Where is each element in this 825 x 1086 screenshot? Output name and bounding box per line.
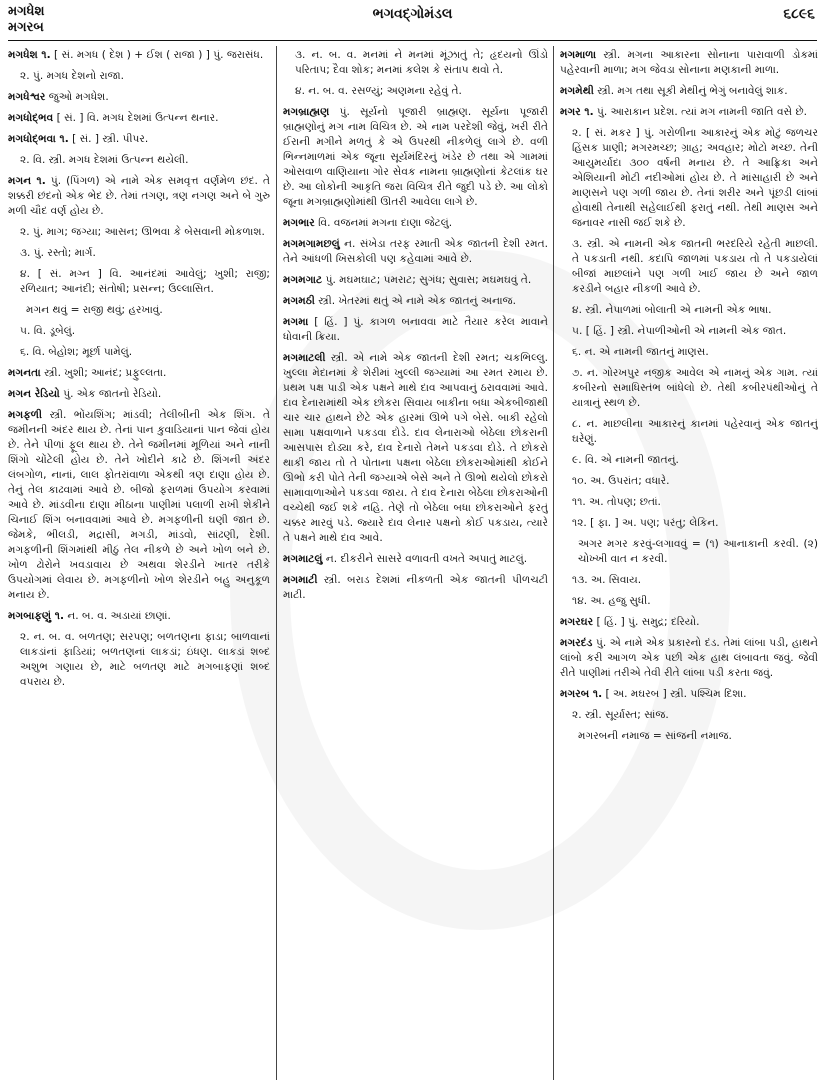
definition-text: ૩. પું. રસ્તો; માર્ગ. <box>20 247 96 259</box>
column-divider <box>276 46 277 1080</box>
dictionary-entry <box>8 345 270 360</box>
dictionary-entry <box>8 267 270 297</box>
headword: મગમગાટ <box>283 274 323 286</box>
dictionary-entry <box>560 105 818 120</box>
dictionary-entry <box>8 111 270 126</box>
definition-text: પું. (પિંગળ) એ નામે એક સમવૃત્ત વર્ણમેળ છંદ. તે શક્કરી છંદનો એક ભેદ છે. તેમાં તગણ, ત્રણ નગણ અને બે ગુરુ મળી ચૌદ વર્ણ હોય છે. <box>8 175 270 217</box>
headword: મગધોદ્ભવા ૧. <box>8 133 69 145</box>
dictionary-entry <box>560 126 818 231</box>
dictionary-entry <box>283 216 548 231</box>
dictionary-entry <box>560 474 818 489</box>
definition-text: સ્ત્રી. ખેતરમાં થતું એ નામે એક જાતનું અનાજ. <box>318 295 516 307</box>
definition-text: ૧૧. અ. તોપણ; છતાં. <box>572 496 661 508</box>
definition-text: ૨. પું. માગ; જગ્યા; આસન; ઊભવા કે બેસવાની મોકળાશ. <box>20 226 265 238</box>
column-1 <box>8 48 270 1080</box>
definition-text: સ્ત્રી. મગ તથા સૂકી મેથીનું ભેગું બનાવેલું શાક. <box>597 85 788 97</box>
dictionary-entry <box>560 303 818 318</box>
headword: મગમાટલી <box>283 352 326 364</box>
headword: મગન ૧. <box>8 175 46 187</box>
headword: મગબ્રાહ્મણ <box>283 106 330 118</box>
headword: મગમઠી <box>283 295 315 307</box>
headword: મગધેશ્વર <box>8 91 46 103</box>
definition-text: ૧૨. [ ફા. ] અ. પણ; પરંતુ; લેકિન. <box>572 517 719 529</box>
definition-text: ૫. વિ. ડૂબેલું. <box>20 325 76 337</box>
dictionary-entry <box>8 303 270 318</box>
dictionary-entry <box>560 48 818 78</box>
definition-text: પું. એ નામે એક પ્રકારનો દંડ. તેમાં લાંબા પડી, હાથને લાંબો કરી આગળ એક પછી એક હાથ લંબાવતા જવું. જેવી રીતે પાણીમાં તરીએ તેવી રીતે લાંબા પડી કરતા જવું. <box>560 637 818 679</box>
dictionary-entry <box>560 687 818 702</box>
dictionary-entry <box>283 552 548 567</box>
definition-text: ૩. સ્ત્રી. એ નામની એક જાતની ભરદરિયે રહેતી માછલી. તે પકડાતી નથી. કદાપિ જાળમાં પકડાય તો તે પકડાયેલાં બીજાં માછલાંને પણ ગળી ખાઈ જાય છે અને જાળ કરડીને બહાર નીકળી આવે છે. <box>572 238 818 295</box>
definition-text: ૧૪. અ. હજુ સુધી. <box>572 595 651 607</box>
definition-text: જુઓ મગધેશ. <box>48 91 109 103</box>
headword: મગભાર <box>283 217 315 229</box>
headword: મગરબ ૧. <box>560 688 603 700</box>
headword: મગમાટી <box>283 574 318 586</box>
dictionary-entry <box>283 237 548 267</box>
headword: મગર ૧. <box>560 106 594 118</box>
definition-text: ૯. વિ. એ નામની જાતનું. <box>572 454 679 466</box>
headword: મગધેશ ૧. <box>8 49 51 61</box>
definition-text: સ્ત્રી. મગના આકારના સોનાના પારાવાળી ડોકમાં પહેરવાની માળા; મગ જેવડા સોનાના મણકાની માળા. <box>560 49 818 76</box>
dictionary-entry <box>560 345 818 360</box>
definition-text: ૬. વિ. બેહોશ; મૂર્છા પામેલું. <box>20 346 133 358</box>
definition-text: ૮. ન. માછલીના આકારનું કાનમાં પહેરવાનું એક જાતનું ઘરેણું. <box>572 418 818 445</box>
dictionary-entry <box>8 609 270 624</box>
definition-text: મગરબની નમાજ = સાંજની નમાજ. <box>578 730 732 742</box>
first-guide-word: મગધેશ <box>8 4 45 19</box>
dictionary-entry <box>283 84 548 99</box>
header-rule <box>8 40 817 41</box>
definition-text: [ સં. મગધ ( દેશ ) + ઈશ ( રાજા ) ] પું. જરાસંધ. <box>54 49 264 61</box>
definition-text: [ સં. ] સ્ત્રી. પીપર. <box>72 133 149 145</box>
definition-text: ૨. પું. મગધ દેશનો રાજા. <box>20 70 125 82</box>
definition-text: ૨. ન. બ. વ. બળતણ; સરપણ; બળતણના ફાડા; બાળવાનાં લાકડાંનાં ફાડિયાં; બળતણનાં લાકડાં; ઇંધણ. લાકડાં શબ્દ અશુભ ગણાય છે, માટે બળતણ માટે મગબાફણાં શબ્દ વપરાય છે. <box>20 631 270 688</box>
definition-text: પું. સૂર્યનો પૂજારી બ્રાહ્મણ. સૂર્યના પૂજારી બ્રાહ્મણોનું મગ નામ વિચિત્ર છે. એ નામ પરદેશી જેવું, ખરી રીતે ઈરાની મગીને મળતું કે એ ઉપરથી નીકળેલું લાગે છે. વળી ભિન્નમાળમાં એક જૂના સૂર્યમંદિરનું ખંડેર છે તથા એ ગામમાં ઓસવાળ વાણિયાના ગોર સેવક નામના બ્રાહ્મણોનાં કેટલાંક ઘર છે. આ લોકોની આકૃતિ જરા વિચિત્ર રીતે જુદી પડે છે. આ લોકો જૂના મગબ્રાહ્મણોમાંથી ઊતરી આવેલા લાગે છે. <box>283 106 548 208</box>
headword: મગરદંડ <box>560 637 593 649</box>
dictionary-entry <box>8 324 270 339</box>
definition-text: ૪. [ સં. મગ્ન ] વિ. આનંદમાં આવેલું; ખુશી; રાજી; રળિયાત; આનંદી; સંતોષી; પ્રસન્ન; ઉલ્લાસિત. <box>20 268 270 295</box>
definition-text: સ્ત્રી. બરાડ દેશમાં નીકળતી એક જાતની પીળચટી માટી. <box>283 574 548 601</box>
definition-text: ૨. [ સં. મકર ] પું. ગરોળીના આકારનું એક મોટું જળચર હિંસક પ્રાણી; મગરમચ્છ; ગ્રાહ; અવહાર; મોટો મચ્છ. તેની આયુમર્યાદા ૩૦૦ વર્ષની મનાય છે. તે આફ્રિકા અને એશિયાની મોટી નદીઓમાં હોય છે. તે માંસાહારી છે અને માણસને પણ ગળી જાય છે. તેનાં શરીર અને પૂંછડી લાંબાં હોવાથી તેનાથી સહેલાઈથી ફરાતું નથી. તેથી માણસ અને જનાવર નાસી જઈ શકે છે. <box>572 127 818 229</box>
definition-text: ૨. સ્ત્રી. સૂર્યાસ્ત; સાંજ. <box>572 709 669 721</box>
dictionary-entry <box>560 495 818 510</box>
definition-text: ૭. ન. ગોરખપુર નજીક આવેલ એ નામનું એક ગામ. ત્યાં કબીરનો સમાધિસ્તંભ બાંધેલો છે. તેથી કબીરપંથીઓનું તે યાત્રાનું સ્થળ છે. <box>572 367 818 409</box>
column-3 <box>560 48 818 1080</box>
definition-text: [ સં. ] વિ. મગધ દેશમાં ઉત્પન્ન થનાર. <box>56 112 219 124</box>
dictionary-entry <box>8 630 270 690</box>
headword: મગમગામછલું <box>283 238 340 250</box>
definition-text: ૨. વિ. સ્ત્રી. મગધ દેશમાં ઉત્પન્ન થયેલી. <box>20 154 189 166</box>
column-divider <box>553 46 554 1080</box>
dictionary-entry <box>8 48 270 63</box>
dictionary-entry <box>560 453 818 468</box>
dictionary-entry <box>283 273 548 288</box>
headword: મગન રેડિયો <box>8 388 60 400</box>
dictionary-entry <box>283 294 548 309</box>
dictionary-entry <box>283 48 548 78</box>
dictionary-entry <box>560 516 818 531</box>
dictionary-entry <box>8 387 270 402</box>
dictionary-entry <box>8 153 270 168</box>
definition-text: [ અ. મઘરબ ] સ્ત્રી. પશ્ચિમ દિશા. <box>605 688 747 700</box>
dictionary-entry <box>283 105 548 210</box>
definition-text: પું. મઘમઘાટ; પમરાટ; સુગંધ; સુવાસ; મઘમઘવું તે. <box>325 274 532 286</box>
dictionary-entry <box>8 90 270 105</box>
dictionary-entry <box>560 636 818 681</box>
definition-text: ન. બ. વ. અડાયાં છાણાં. <box>67 610 171 622</box>
dictionary-entry <box>560 729 818 744</box>
headword: મગબાફણું ૧. <box>8 610 65 622</box>
last-guide-word: મગરબ <box>8 20 44 35</box>
headword: મગમેથી <box>560 85 594 97</box>
dictionary-entry <box>560 708 818 723</box>
dictionary-entry <box>283 573 548 603</box>
dictionary-entry <box>560 324 818 339</box>
headword: મગનતા <box>8 367 41 379</box>
dictionary-entry <box>560 417 818 447</box>
headword: મગમાટલું <box>283 553 323 565</box>
dictionary-entry <box>283 351 548 546</box>
definition-text: ૬. ન. એ નામની જાતનું માણસ. <box>572 346 709 358</box>
dictionary-entry <box>560 594 818 609</box>
definition-text: ન. દીકરીને સાસરે વળાવતી વખતે અપાતું માટલું. <box>325 553 528 565</box>
dictionary-entry <box>8 408 270 603</box>
definition-text: ૧૩. અ. સિવાય. <box>572 574 642 586</box>
dictionary-entry <box>560 84 818 99</box>
definition-text: મગન થવું = રાજી થવું; હરખાવું. <box>26 304 163 316</box>
dictionary-entry <box>8 132 270 147</box>
definition-text: સ્ત્રી. ખુશી; આનંદ; પ્રફુલ્લતા. <box>44 367 167 379</box>
dictionary-entry <box>8 366 270 381</box>
definition-text: ૧૦. અ. ઉપરાંત; વધારે. <box>572 475 670 487</box>
headword: મગરઘર <box>560 616 594 628</box>
dictionary-entry <box>560 237 818 297</box>
headword: મગફળી <box>8 409 43 421</box>
page-number: ૬૮૯૬ <box>783 6 815 22</box>
dictionary-entry <box>8 225 270 240</box>
dictionary-entry <box>560 615 818 630</box>
dictionary-entry <box>560 537 818 567</box>
definition-text: પું. આરાકાન પ્રદેશ. ત્યાં મગ નામની જાતિ વસે છે. <box>596 106 808 118</box>
dictionary-entry <box>8 246 270 261</box>
headword: મગમા <box>283 316 309 328</box>
dictionary-entry <box>8 69 270 84</box>
definition-text: અગર મગર કરવું-લગાવવું = (૧) આનાકાની કરવી. (૨) ચોખ્ખી વાત ન કરવી. <box>578 538 818 565</box>
definition-text: ૪. સ્ત્રી. નેપાળમાં બોલાતી એ નામની એક ભાષા. <box>572 304 772 316</box>
definition-text: ૫. [ હિં. ] સ્ત્રી. નેપાળીઓની એ નામની એક જાત. <box>572 325 787 337</box>
definition-text: ન. સંખેડા તરફ રમાતી એક જાતની દેશી રમત. તેને આંધળી ખિસકોલી પણ કહેવામાં આવે છે. <box>283 238 548 265</box>
headword: મગધોદ્ભવ <box>8 112 54 124</box>
dictionary-entry <box>8 174 270 219</box>
dictionary-entry <box>560 366 818 411</box>
definition-text: સ્ત્રી. એ નામે એક જાતની દેશી રમત; ચકભિલ્લુ. ખુલ્લા મેદાનમાં કે શેરીમાં ખુલ્લી જગ્યામાં આ રમત રમાય છે. પ્રથમ પક્ષ પાડી એક પક્ષને માથે દાવ આપવાનું ઠરાવવામાં આવે. દાવ દેનારામાંથી એક છોકરા સિવાય બાકીના બધા એકબીજાથી ચાર ચાર હાથને છેટે એક હારમાં ઊભે પગે બેસે. બાકી રહેલો સામા પક્ષવાળાને પકડવા દોડે. દાવ લેનારાઓ બેઠેલા છોકરાની આસપાસ દોડ્યા કરે, દાવ દેનારો તેમને પકડવા દોડે. તે છોકરો થાકી જાય તો તે પોતાના પક્ષના બેઠેલા છોકરાઓમાંથી કોઈને ઊભો કરી પોતે તેની જગ્યાએ બેસે અને તે ઊભો થયેલો છોકરો સામાવાળાઓને પકડવા જાય. તે દાવ દેનારા બેઠેલા છોકરાઓની વચ્ચેથી જઈ શકે નહિ. તેણે તો બેઠેલા બધા છોકરાઓને ફરતું ચક્કર મારવું પડે. જ્યારે દાવ લેનાર પક્ષનો કોઈ પકડાય, ત્યારે તે પક્ષને માથે દાવ આવે. <box>283 352 548 544</box>
page-header <box>0 0 825 40</box>
definition-text: ૩. ન. બ. વ. મનમાં ને મનમાં મૂંઝાતું તે; હૃદયનો ઊંડો પરિતાપ; દૈવા શોક; મનમાં કલેશ કે સંતાપ થવો તે. <box>295 49 548 76</box>
definition-text: પું. એક જાતનો રેડિયો. <box>63 388 162 400</box>
definition-text: સ્ત્રી. ભોંયશિંગ; માંડવી; તેલીબીની એક શિંગ. તે જમીનની અંદર થાય છે. તેનાં પાન કુવાડિયાનાં પાન જેવાં હોય છે. તેને પીળાં ફૂલ થાય છે. તેને જમીનમાં મૂળિયાં અને નાની શિંગો ચોંટેલી હોય છે. તેને ખોદીને કાઢે છે. શિંગની અંદર લંબગોળ, નાનાં, લાલ ફોતરાંવાળા એકથી ત્રણ દાણા હોય છે. તેનું તેલ કાઢવામાં આવે છે. બીજો ફરાળમાં ઉપયોગ કરવામાં આવે છે. માંડવીના દાણા મીઠાના પાણીમાં પલાળી રાખી શેકીને ચિનાઈ શિંગ બનાવવામાં આવે છે. મગફળીની ઘણી જાત છે. જેમકે, ભીલડી, મદ્રાસી, મગડી, માંડવો, સાંઢણી, દેશી. મગફળીની શિંગમાંથી મીઠું તેલ નીકળે છે અને ખોળ બને છે. ખોળ ઢોરોને ખવડાવાય છે અથવા શેરડીને ખાતર તરીકે ઉપયોગમાં લેવાય છે. મગફળીનો ખોળ શેરડીને બહુ અનુકૂળ મનાય છે. <box>8 409 270 601</box>
definition-text: [ હિં. ] પું. કાગળ બનાવવા માટે તૈયાર કરેલ માવાને ધોવાની ક્રિયા. <box>283 316 548 343</box>
column-2 <box>283 48 548 1080</box>
dictionary-entry <box>560 573 818 588</box>
definition-text: વિ. વજનમાં મગના દાણા જેટલું. <box>318 217 453 229</box>
dictionary-entry <box>283 315 548 345</box>
definition-text: ૪. ન. બ. વ. રસળ્યું; અણમના રહેવું તે. <box>295 85 462 97</box>
headword: મગમાળા <box>560 49 597 61</box>
book-title: ભગવદ્ગોમંડલ <box>372 6 453 22</box>
definition-text: [ હિં. ] પું. સમુદ્ર; દરિયો. <box>596 616 700 628</box>
